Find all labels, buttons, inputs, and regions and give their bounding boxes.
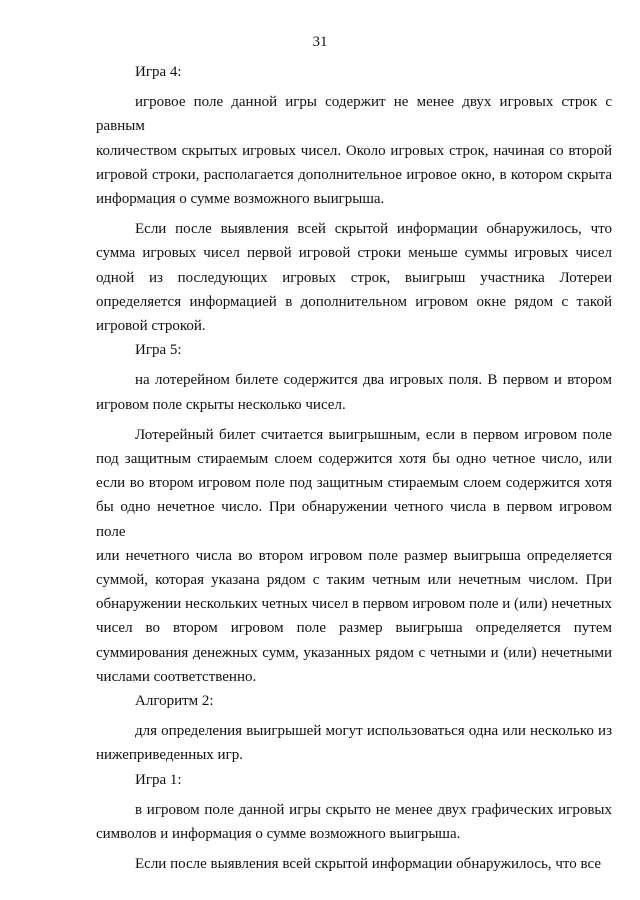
text-line: суммой, которая указана рядом с таким четным или нечетным числом. При — [96, 572, 612, 589]
text-line: Лотерейный билет считается выигрышным, если в первом игровом поле — [135, 426, 612, 443]
paragraph — [96, 423, 612, 689]
text-line: если во втором игровом поле под защитным стираемым слоем содержится хотя — [96, 475, 612, 492]
text-line: игровой строки, располагается дополнительное игровое окно, в котором скрыта — [96, 166, 612, 183]
section-heading: Игра 4: — [135, 64, 182, 80]
text-line: игровое поле данной игры содержит не менее двух игровых строк с равным — [96, 94, 612, 135]
paragraph — [96, 368, 612, 416]
section-heading: Игра 1: — [135, 771, 182, 788]
text-line: игровом поле скрыты несколько чисел. — [96, 396, 346, 413]
text-line: чисел во втором игровом поле размер выигрыша определяется путем — [96, 620, 612, 637]
document-body — [96, 60, 612, 877]
text-line: суммирования денежных сумм, указанных рядом с четными и (или) нечетными — [96, 644, 612, 661]
text-line: обнаружении нескольких четных чисел в первом игровом поле и (или) нечетных — [96, 596, 612, 613]
paragraph — [96, 217, 612, 338]
paragraph — [96, 90, 612, 211]
text-line: для определения выигрышей могут использоваться одна или несколько из — [135, 723, 612, 740]
text-line: Если после выявления всей скрытой информации обнаружилось, что — [135, 221, 612, 238]
text-line: символов и информация о сумме возможного выигрыша. — [96, 826, 461, 843]
page-number: 31 — [312, 34, 328, 50]
text-line: или нечетного числа во втором игровом поле размер выигрыша определяется — [96, 547, 612, 564]
text-line: информация о сумме возможного выигрыша. — [96, 191, 385, 208]
text-line: одной из последующих игровых строк, выигрыш участника Лотереи — [96, 269, 612, 286]
text-line: сумма игровых чисел первой игровой строки меньше суммы игровых чисел — [96, 245, 612, 262]
text-line: числами соответственно. — [96, 668, 257, 685]
text-line: нижеприведенных игр. — [96, 747, 243, 764]
paragraph — [96, 798, 612, 846]
paragraph — [96, 852, 612, 876]
text-line: игровой строкой. — [96, 318, 206, 335]
text-line: определяется информацией в дополнительном игровом окне рядом с такой — [96, 293, 612, 310]
section-heading: Игра 5: — [135, 342, 182, 359]
paragraph — [96, 719, 612, 767]
text-line: количеством скрытых игровых чисел. Около игровых строк, начиная со второй — [96, 142, 612, 159]
text-line: Если после выявления всей скрытой информации обнаружилось, что все — [135, 856, 601, 873]
text-line: под защитным стираемым слоем содержится хотя бы одно четное число, или — [96, 451, 612, 468]
text-line: на лотерейном билете содержится два игровых поля. В первом и втором — [135, 372, 612, 389]
text-line: в игровом поле данной игры скрыто не менее двух графических игровых — [135, 801, 612, 818]
section-heading: Алгоритм 2: — [135, 693, 214, 710]
text-line: бы одно нечетное число. При обнаружении четного числа в первом игровом поле — [96, 499, 612, 540]
